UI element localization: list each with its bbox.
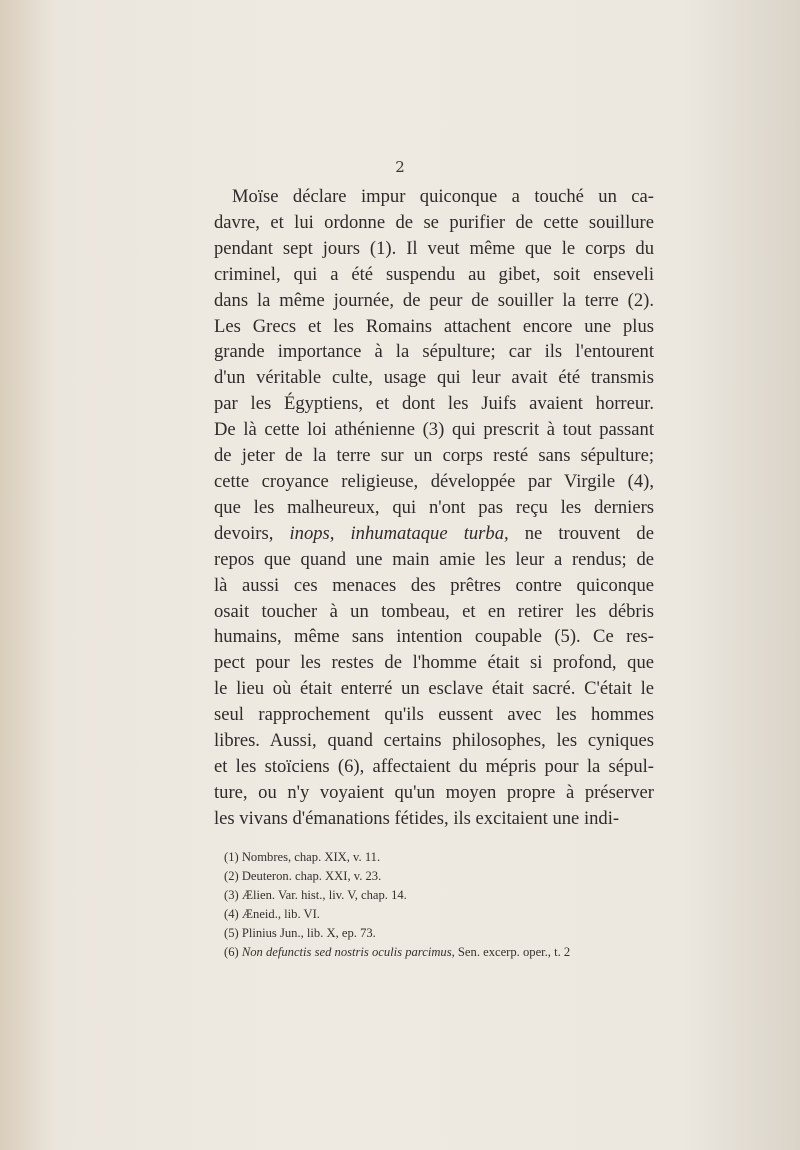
text-run: par les Égyptiens, et dont les Juifs avaient horreur. bbox=[214, 393, 654, 415]
body-text bbox=[214, 184, 654, 832]
text-run: criminel, qui a été suspendu au gibet, soit enseveli bbox=[214, 263, 654, 285]
text-run: Sen. excerp. oper., t. 2 bbox=[454, 945, 571, 960]
footnote bbox=[224, 943, 664, 962]
body-line bbox=[214, 236, 654, 262]
italic-phrase: Non defunctis sed nostris oculis parcimus, bbox=[241, 945, 455, 960]
text-run: (2) Deuteron. chap. XXI, v. 23. bbox=[224, 869, 382, 884]
text-run: seul rapprochement qu'ils eussent avec les hommes bbox=[214, 704, 654, 726]
body-line bbox=[214, 521, 654, 547]
body-line bbox=[214, 728, 654, 754]
footnotes bbox=[224, 848, 664, 963]
text-run: grande importance à la sépulture; car ils l'entourent bbox=[214, 341, 654, 363]
body-line bbox=[214, 599, 654, 625]
text-run: (6) bbox=[224, 945, 242, 960]
text-run: pect pour les restes de l'homme était si profond, que bbox=[214, 652, 654, 674]
body-line bbox=[214, 702, 654, 728]
page-number: 2 bbox=[395, 158, 405, 176]
footnote bbox=[224, 886, 664, 905]
text-run: (5) Plinius Jun., lib. X, ep. 73. bbox=[224, 926, 376, 941]
footnote bbox=[224, 848, 664, 867]
footnote bbox=[224, 924, 664, 943]
body-line bbox=[214, 210, 654, 236]
body-line bbox=[214, 262, 654, 288]
text-run: (4) Æneid., lib. VI. bbox=[224, 907, 320, 922]
body-line bbox=[214, 624, 654, 650]
body-line bbox=[214, 573, 654, 599]
text-run: de jeter de la terre sur un corps resté sans sépulture; bbox=[214, 445, 654, 467]
text-run: d'un véritable culte, usage qui leur avait été transmis bbox=[214, 367, 654, 389]
text-run: De là cette loi athénienne (3) qui prescrit à tout passant bbox=[214, 419, 654, 441]
text-run: osait toucher à un tombeau, et en retirer les débris bbox=[214, 600, 654, 622]
text-run: le lieu où était enterré un esclave était sacré. C'était le bbox=[214, 678, 654, 700]
text-run: dans la même journée, de peur de souiller la terre (2). bbox=[214, 289, 654, 311]
footnote bbox=[224, 905, 664, 924]
body-line bbox=[214, 391, 654, 417]
text-run: pendant sept jours (1). Il veut même que le corps du bbox=[214, 237, 654, 259]
text-run: ne trouvent de bbox=[508, 522, 654, 544]
italic-phrase: inops, inhumataque turba, bbox=[289, 522, 509, 544]
body-line bbox=[214, 443, 654, 469]
body-line bbox=[214, 495, 654, 521]
footnote bbox=[224, 867, 664, 886]
body-line bbox=[214, 547, 654, 573]
body-line bbox=[214, 184, 654, 210]
body-line bbox=[214, 469, 654, 495]
text-run: (3) Ælien. Var. hist., liv. V, chap. 14. bbox=[224, 888, 407, 903]
text-run: devoirs, bbox=[214, 522, 290, 544]
text-run: davre, et lui ordonne de se purifier de cette souillure bbox=[214, 211, 654, 233]
text-run: ture, ou n'y voyaient qu'un moyen propre à préserver bbox=[214, 781, 654, 803]
body-line bbox=[214, 806, 654, 832]
body-line bbox=[214, 780, 654, 806]
body-line bbox=[214, 339, 654, 365]
text-run: les vivans d'émanations fétides, ils excitaient une indi- bbox=[214, 807, 620, 829]
body-line bbox=[214, 650, 654, 676]
text-run: (1) Nombres, chap. XIX, v. 11. bbox=[224, 850, 381, 864]
text-run: repos que quand une main amie les leur a rendus; de bbox=[214, 548, 654, 570]
text-run: cette croyance religieuse, développée par Virgile (4), bbox=[214, 470, 654, 492]
body-line bbox=[214, 365, 654, 391]
text-run: humains, même sans intention coupable (5). Ce res- bbox=[214, 626, 654, 648]
text-run: Les Grecs et les Romains attachent encore une plus bbox=[214, 315, 654, 337]
text-run: Moïse déclare impur quiconque a touché un ca- bbox=[232, 186, 654, 207]
text-run: et les stoïciens (6), affectaient du mépris pour la sépul- bbox=[214, 755, 654, 777]
body-line bbox=[214, 417, 654, 443]
body-line bbox=[214, 754, 654, 780]
text-run: libres. Aussi, quand certains philosophes, les cyniques bbox=[214, 730, 654, 752]
text-run: que les malheureux, qui n'ont pas reçu les derniers bbox=[214, 496, 654, 518]
body-line bbox=[214, 288, 654, 314]
text-run: là aussi ces menaces des prêtres contre quiconque bbox=[214, 574, 654, 596]
body-line bbox=[214, 314, 654, 340]
body-line bbox=[214, 676, 654, 702]
